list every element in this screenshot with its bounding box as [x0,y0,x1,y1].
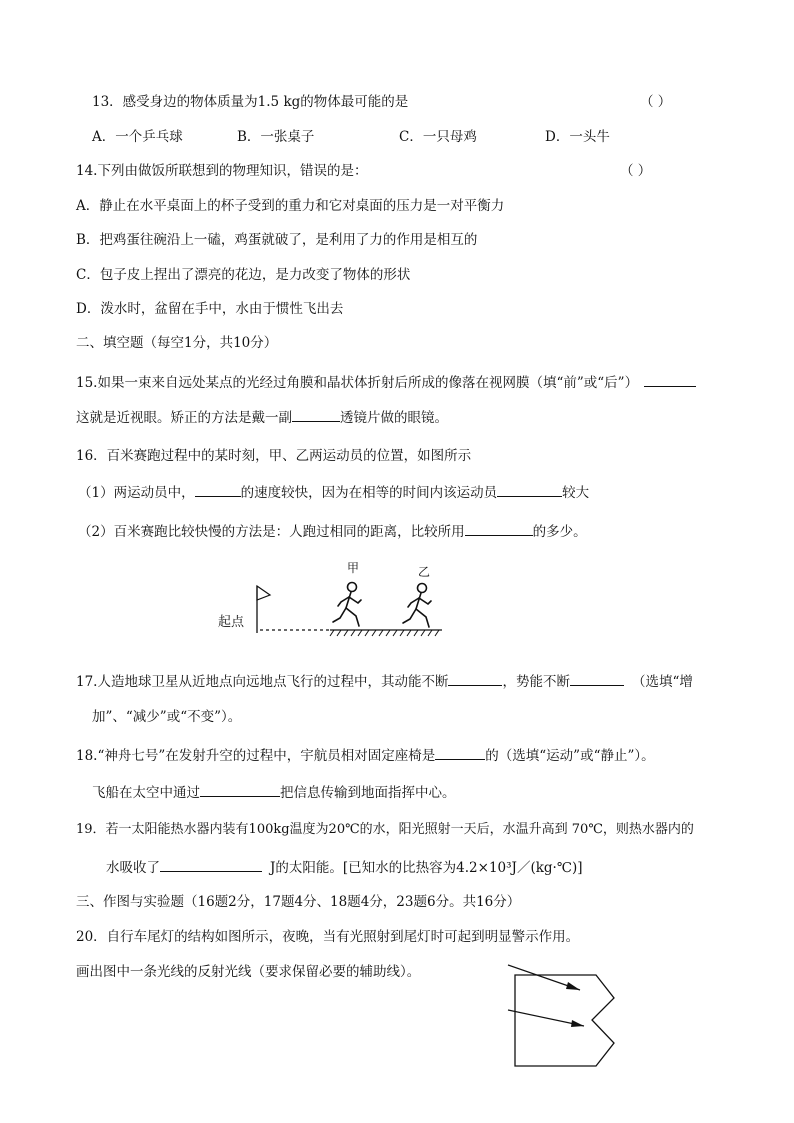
race-figure [210,556,450,640]
incident-ray-upper [508,965,580,990]
q14-option-a: A．静止在水平桌面上的杯子受到的重力和它对桌面的压力是一对平衡力 [76,198,505,214]
q19-line-2 [106,857,582,878]
q16-blank-2[interactable] [497,482,562,497]
q15-text-2a: 这就是近视眼。矫正的方法是戴一副 [76,410,292,426]
q17-blank-2[interactable] [570,671,624,686]
q19-blank-1[interactable] [160,857,262,872]
q16-text-1a: （1）两运动员中， [78,485,195,501]
q14-option-d: D．泼水时，盆留在手中，水由于惯性飞出去 [76,301,344,317]
q17-line-2: 加”、“减少”或“不变”）。 [92,709,242,725]
q16-blank-1[interactable] [195,482,241,497]
q17-line-1 [76,671,693,692]
incident-ray-lower [508,1010,584,1027]
q18-blank-1[interactable] [435,745,485,760]
q20-line-2: 画出图中一条光线的反射光线（要求保留必要的辅助线）。 [76,964,421,980]
runner-jia-icon [333,583,361,627]
q14-option-b: B．把鸡蛋往碗沿上一磕，鸡蛋就破了，是利用了力的作用是相互的 [76,232,478,248]
q18-line-1 [76,745,655,766]
q19-text-2a: 水吸收了 [106,860,160,876]
q15-text-1: 15.如果一束来自远处某点的光经过角膜和晶状体折射后所成的像落在视网膜（填“前”或“后”） [76,375,639,391]
q13-stem: 13．感受身边的物体质量为1.5 kg的物体最可能的是 [92,94,409,110]
q16-text-1c: 较大 [562,485,590,501]
q18-text-1a: 18.“神舟七号”在发射升空的过程中，宇航员相对固定座椅是 [76,748,436,764]
q20-line-1: 20．自行车尾灯的结构如图所示，夜晚，当有光照射到尾灯时可起到明显警示作用。 [76,929,580,945]
q19-text-2b: J的太阳能。[已知水的比热容为4.2×10³J／(kg·℃)] [270,860,583,876]
q14-answer-bracket: （ ） [620,163,652,179]
runner-jia-label: 甲 [347,561,360,575]
q17-blank-1[interactable] [448,671,502,686]
tail-light-outline [515,975,614,1066]
q19-line-1: 19．若一太阳能热水器内装有100kg温度为20℃的水，阳光照射一天后，水温升高到 70℃，则热水器内的 [76,822,694,837]
q16-text-2a: （2）百米赛跑比较快慢的方法是：人跑过相同的距离，比较所用 [78,524,465,540]
runner-yi-icon [403,584,431,628]
ground-hatching [330,630,439,636]
q18-text-2b: 把信息传输到地面指挥中心。 [280,785,456,801]
start-flag-icon [257,586,270,633]
q18-line-2 [92,782,456,803]
q18-text-1b: 的（选填“运动”或“静止”）。 [485,748,655,764]
q13-option-a: A．一个乒乓球 [92,129,183,145]
q15-line-2 [76,407,448,428]
q16-stem: 16．百米赛跑过程中的某时刻，甲、乙两运动员的位置，如图所示 [76,448,472,464]
q15-blank-2[interactable] [292,407,340,422]
runner-yi-label: 乙 [418,565,431,579]
q14-option-c: C．包子皮上捏出了漂亮的花边，是力改变了物体的形状 [76,267,411,283]
q17-text-1b: ，势能不断 [502,674,570,690]
tail-light-figure [478,958,628,1074]
q15-line-1 [76,372,696,393]
q14-stem: 14.下列由做饭所联想到的物理知识，错误的是： [76,163,368,179]
q18-text-2a: 飞船在太空中通过 [92,785,200,801]
q13-answer-bracket: （ ） [640,94,672,110]
q13-option-b: B．一张桌子 [237,129,315,145]
q13-option-c: C．一只母鸡 [399,129,477,145]
q15-text-2b: 透镜片做的眼镜。 [340,410,448,426]
q16-text-1b: 的速度较快，因为在相等的时间内该运动员 [240,485,498,501]
q13-option-d: D．一头牛 [545,129,610,145]
q16-part-1 [78,482,589,503]
start-label: 起点 [218,615,245,630]
section-2-title: 二、填空题（每空1分，共10分） [76,335,278,351]
q18-blank-2[interactable] [200,782,280,797]
q17-text-1c: （选填“增 [631,674,693,690]
q17-text-1a: 17.人造地球卫星从近地点向远地点飞行的过程中，其动能不断 [76,674,449,690]
q16-text-2b: 的多少。 [532,524,587,540]
q15-blank-1[interactable] [644,372,696,387]
section-3-title: 三、作图与实验题（16题2分，17题4分、18题4分，23题6分。共16分） [76,894,521,910]
q16-part-2 [78,521,587,542]
q16-blank-3[interactable] [465,521,533,536]
